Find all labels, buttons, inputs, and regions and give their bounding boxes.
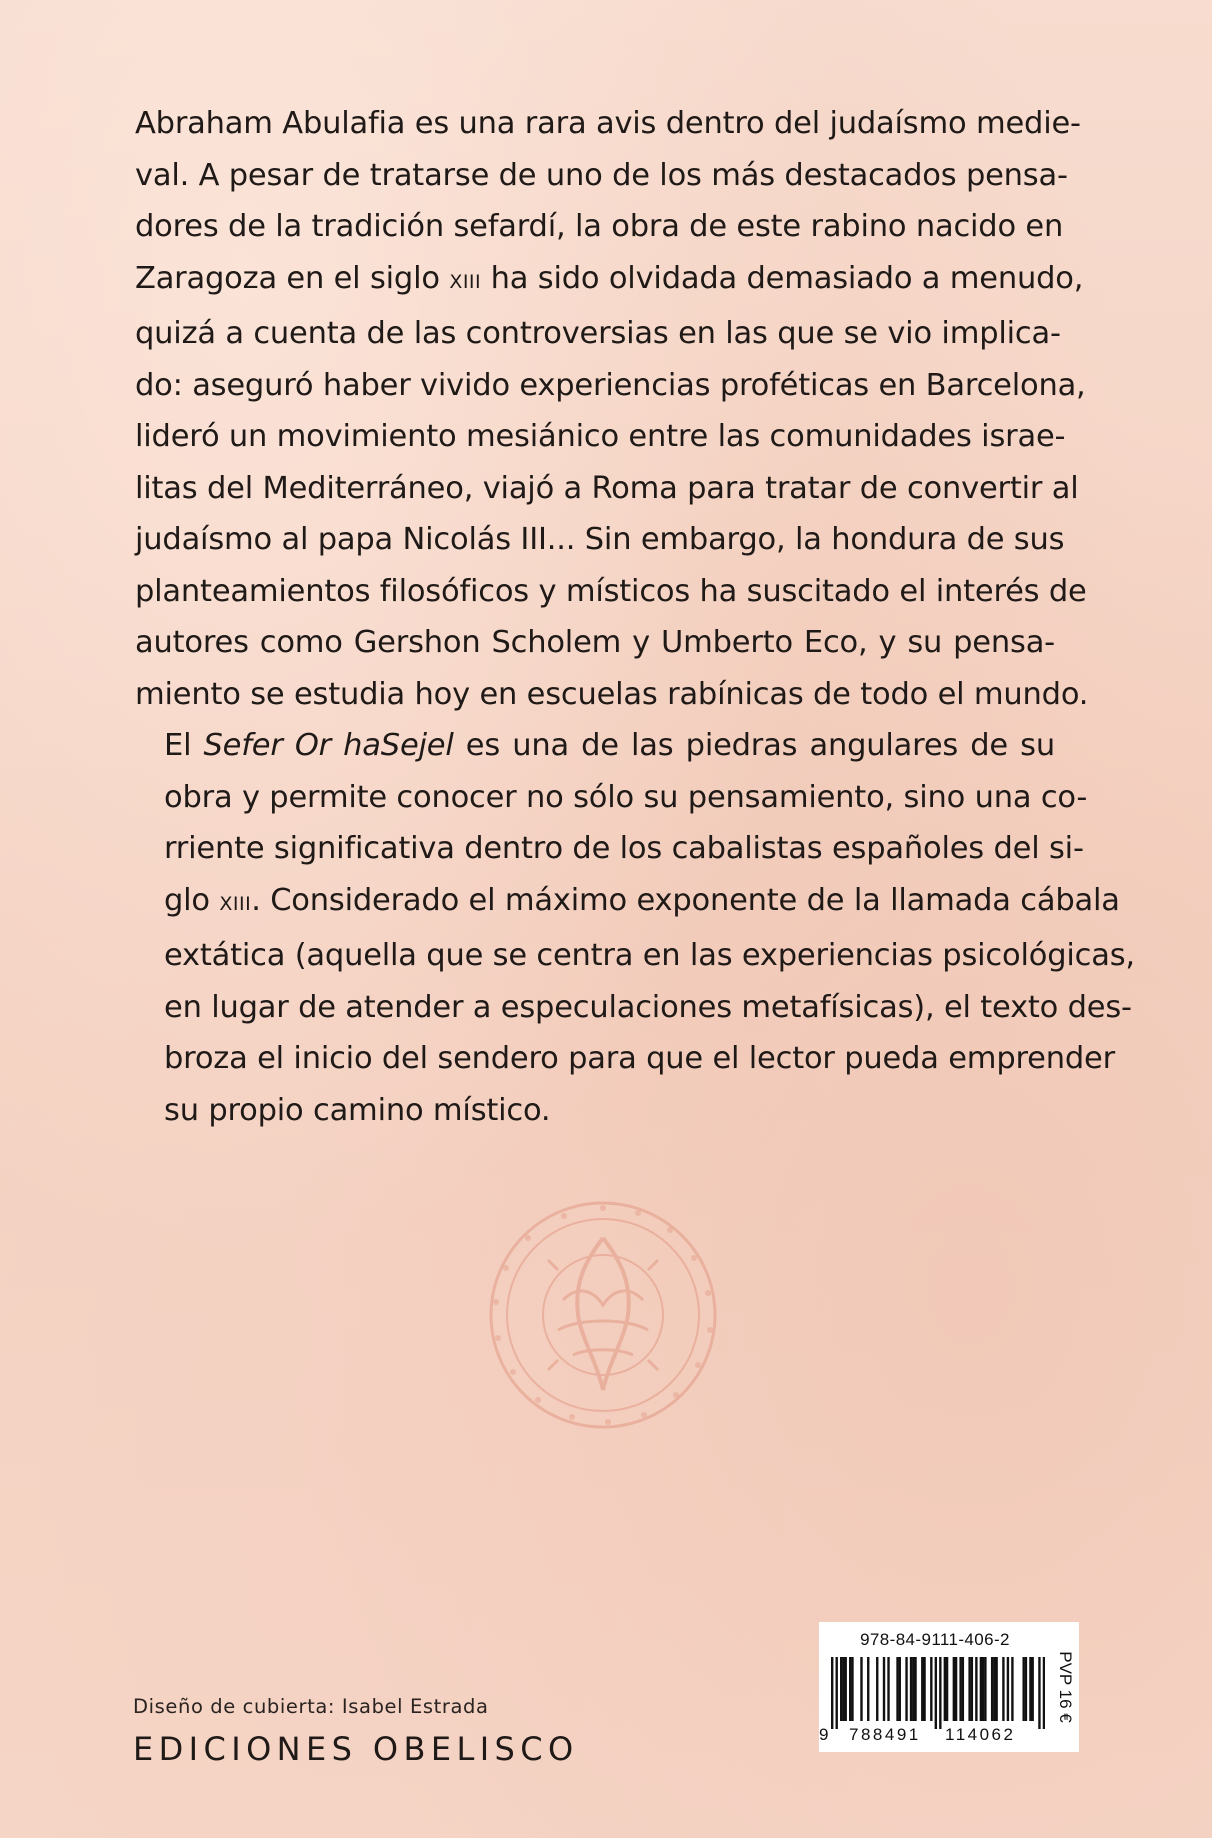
barcode-bar	[959, 1657, 961, 1721]
blurb-line: El Sefer Or haSejel es una de las piedras angulares de su	[164, 728, 1055, 763]
blurb-line: lideró un movimiento mesiánico entre las comunidades israe-	[135, 419, 1066, 454]
barcode-bar	[930, 1657, 932, 1721]
blurb-line: obra y permite conocer no sólo su pensamiento, sino una co-	[164, 779, 1088, 815]
barcode-bar	[1038, 1657, 1040, 1729]
blurb-line: quizá a cuenta de las controversias en las que se vio implica-	[135, 316, 1061, 351]
barcode-bar	[1031, 1657, 1033, 1721]
barcode-bar	[883, 1657, 885, 1721]
barcode-bar	[984, 1657, 986, 1721]
barcode-bar	[845, 1657, 847, 1721]
barcode-bar	[1022, 1657, 1024, 1721]
barcode-bar	[840, 1657, 842, 1721]
barcode-bar	[1029, 1657, 1031, 1721]
barcode-bar	[914, 1657, 916, 1721]
price-label	[1051, 1622, 1079, 1752]
blurb-line: judaísmo al papa Nicolás III... Sin embargo, la hondura de sus	[135, 522, 1065, 557]
blurb-line: su propio camino místico.	[164, 1092, 551, 1128]
barcode-bar	[946, 1657, 948, 1721]
barcode-bar	[887, 1657, 889, 1721]
publisher-name: EDICIONES OBELISCO	[133, 1730, 579, 1768]
barcode-bar	[860, 1657, 862, 1721]
blurb-line: broza el inicio del sendero para que el lector pueda emprender	[164, 1041, 1115, 1076]
barcode-bar	[867, 1657, 869, 1721]
blurb-line: miento se estudia hoy en escuelas rabínicas de todo el mundo.	[135, 676, 1089, 712]
barcode-bar	[1025, 1657, 1027, 1721]
blurb-line: do: aseguró haber vivido experiencias proféticas en Barcelona,	[135, 367, 1086, 403]
barcode-bar	[921, 1657, 923, 1721]
blurb-paragraph-1	[135, 98, 1089, 720]
ean-first-digit: 9	[819, 1725, 829, 1744]
barcode-bar	[876, 1657, 878, 1721]
barcode-bar	[962, 1657, 964, 1721]
price-text: PVP 16 €	[1056, 1651, 1075, 1723]
barcode-bar	[995, 1657, 997, 1721]
barcode-bar	[982, 1657, 984, 1721]
barcode-bar	[912, 1657, 914, 1721]
barcode-bar	[935, 1657, 937, 1729]
barcode-bar	[991, 1657, 993, 1721]
blurb-line: planteamientos filosóficos y místicos ha suscitado el interés de	[135, 573, 1087, 609]
barcode-bar	[851, 1657, 853, 1721]
blurb-line: Abraham Abulafia es una rara avis dentro del judaísmo medie-	[135, 106, 1081, 141]
century-numeral: XIII	[449, 270, 482, 293]
blurb-line: dores de la tradición sefardí, la obra de este rabino nacido en	[135, 209, 1064, 244]
barcode-bar	[1002, 1657, 1004, 1721]
barcode-bar	[849, 1657, 851, 1721]
barcode-bar	[923, 1657, 925, 1721]
barcode-bar	[899, 1657, 901, 1721]
barcode-bar	[953, 1657, 955, 1721]
barcode-bar	[1007, 1657, 1009, 1721]
book-title: Sefer Or haSejel	[203, 728, 454, 763]
barcode-bar	[955, 1657, 957, 1721]
barcode-bar	[831, 1657, 833, 1729]
barcode-bar	[905, 1657, 907, 1721]
century-numeral: XIII	[219, 892, 252, 915]
barcode-bar	[971, 1657, 973, 1721]
barcode-bar	[1011, 1657, 1013, 1721]
barcode-bar	[993, 1657, 995, 1721]
blurb-text	[135, 98, 1135, 1136]
barcode-bar	[939, 1657, 941, 1729]
blurb-line: glo XIII. Considerado el máximo exponente de la llamada cábala	[164, 882, 1120, 918]
blurb-line: autores como Gershon Scholem y Umberto Eco, y su pensa-	[135, 625, 1055, 660]
ean-right-digits: 114062	[945, 1725, 1016, 1744]
blurb-line: val. A pesar de tratarse de uno de los más destacados pensa-	[135, 157, 1068, 193]
cover-design-credit: Diseño de cubierta: Isabel Estrada	[133, 1695, 489, 1718]
blurb-line: Zaragoza en el siglo XIII ha sido olvidada demasiado a menudo,	[135, 260, 1084, 296]
blurb-line: rriente significativa dentro de los cabalistas españoles del si-	[164, 831, 1084, 866]
isbn-number: 978-84-9111-406-2	[860, 1630, 1010, 1649]
barcode-bar	[896, 1657, 898, 1721]
barcode-bar	[968, 1657, 970, 1721]
barcode-bar	[842, 1657, 844, 1721]
blurb-line: extática (aquella que se centra en las experiencias psicológicas,	[164, 938, 1135, 973]
barcode-bar	[910, 1657, 912, 1721]
barcode-bar	[836, 1657, 838, 1729]
barcode-bar	[1043, 1657, 1045, 1729]
barcode-bar	[980, 1657, 982, 1721]
barcode-bar	[975, 1657, 977, 1721]
blurb-line: litas del Mediterráneo, viajó a Roma para tratar de convertir al	[135, 470, 1079, 506]
blurb-paragraph-2	[135, 720, 1135, 1136]
isbn-barcode	[819, 1622, 1079, 1752]
blurb-line: en lugar de atender a especulaciones metafísicas), el texto des-	[164, 989, 1132, 1025]
seal-emblem-icon	[478, 1190, 728, 1440]
barcode-bar	[944, 1657, 946, 1721]
ean-left-digits: 788491	[849, 1725, 921, 1744]
barcode-bars	[831, 1657, 1045, 1729]
